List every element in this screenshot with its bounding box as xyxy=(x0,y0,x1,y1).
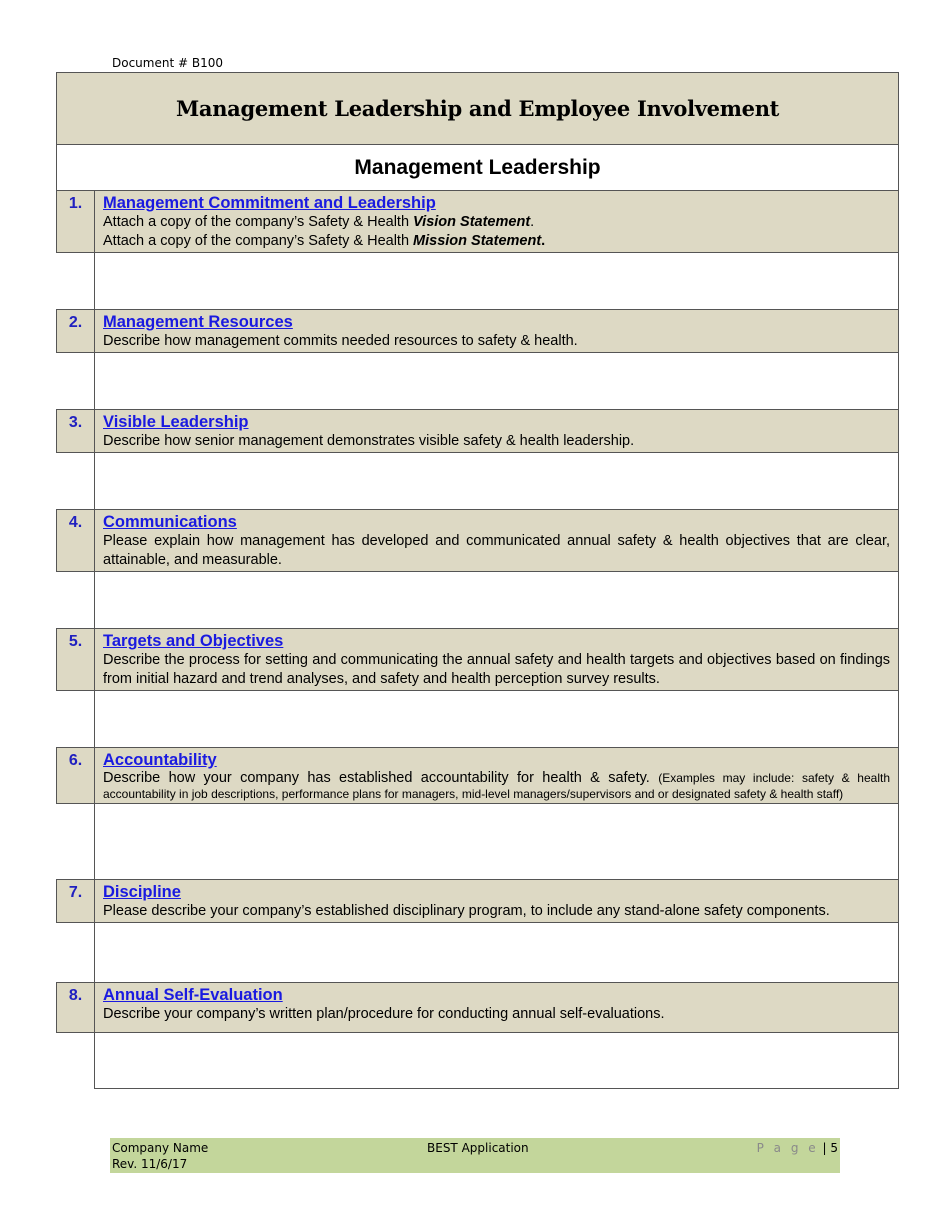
item-header xyxy=(95,880,899,923)
item-number: 7. xyxy=(57,880,95,923)
section-title: Management Leadership xyxy=(57,145,899,191)
item-heading-link[interactable]: Management Commitment and Leadership xyxy=(103,194,436,212)
page-label: P a g e xyxy=(756,1141,819,1155)
spacer xyxy=(57,1033,95,1089)
item-number: 8. xyxy=(57,983,95,1033)
item-description: Please describe your company’s established disciplinary program, to include any stand-alone safety components. xyxy=(103,903,830,919)
page-footer xyxy=(110,1138,840,1173)
item-heading-link[interactable]: Discipline xyxy=(103,883,181,901)
text: . xyxy=(530,214,535,230)
response-area[interactable] xyxy=(95,804,899,880)
item-description xyxy=(103,770,890,802)
page-separator: | xyxy=(822,1141,827,1155)
item-header xyxy=(95,191,899,253)
item-header xyxy=(95,510,899,572)
spacer xyxy=(57,691,95,748)
item-number: 2. xyxy=(57,310,95,353)
item-description-line xyxy=(103,232,890,251)
item-header xyxy=(95,410,899,453)
item-number: 5. xyxy=(57,629,95,691)
response-area[interactable] xyxy=(95,923,899,983)
response-area[interactable] xyxy=(95,253,899,310)
response-area[interactable] xyxy=(95,691,899,748)
page-number: 5 xyxy=(830,1141,838,1155)
item-heading-link[interactable]: Communications xyxy=(103,513,237,531)
item-description: Describe your company’s written plan/procedure for conducting annual self-evaluations. xyxy=(103,1006,665,1022)
text: Attach a copy of the company’s Safety & Health xyxy=(103,233,414,249)
item-description-line xyxy=(103,213,890,232)
text: Attach a copy of the company’s Safety & Health xyxy=(103,214,414,230)
item-description: Describe how senior management demonstrates visible safety & health leadership. xyxy=(103,433,635,449)
item-heading-link[interactable]: Accountability xyxy=(103,751,217,769)
spacer xyxy=(57,572,95,629)
spacer xyxy=(57,804,95,880)
spacer xyxy=(57,253,95,310)
item-header xyxy=(95,748,899,804)
item-header xyxy=(95,629,899,691)
item-description: Please explain how management has developed and communicated annual safety & health objectives that are clear, attainable, and measurable. xyxy=(103,533,891,568)
emphasis: Mission Statement xyxy=(413,233,542,249)
item-description: Describe how management commits needed resources to safety & health. xyxy=(103,333,578,349)
item-header xyxy=(95,310,899,353)
item-number: 3. xyxy=(57,410,95,453)
document-number: Document # B100 xyxy=(112,56,223,70)
item-header xyxy=(95,983,899,1033)
response-area[interactable] xyxy=(95,453,899,510)
response-area[interactable] xyxy=(95,1033,899,1089)
spacer xyxy=(57,923,95,983)
item-heading-link[interactable]: Targets and Objectives xyxy=(103,632,284,650)
item-heading-link[interactable]: Visible Leadership xyxy=(103,413,249,431)
response-area[interactable] xyxy=(95,353,899,410)
footer-company: Company Name xyxy=(112,1141,209,1155)
item-description: Describe the process for setting and communicating the annual safety and health targets and objectives based on findings from initial hazard and trend analyses, and safety and health perception survey results. xyxy=(103,652,891,687)
item-number: 4. xyxy=(57,510,95,572)
text: . xyxy=(541,233,546,249)
footer-application: BEST Application xyxy=(427,1141,529,1155)
item-heading-link[interactable]: Annual Self-Evaluation xyxy=(103,986,283,1004)
text: Describe how your company has established accountability for health & safety. xyxy=(103,770,650,786)
form-table xyxy=(56,72,899,1089)
response-area[interactable] xyxy=(95,572,899,629)
emphasis: Vision Statement xyxy=(413,214,531,230)
item-number: 1. xyxy=(57,191,95,253)
spacer xyxy=(57,453,95,510)
footer-revision: Rev. 11/6/17 xyxy=(112,1157,188,1171)
item-heading-link[interactable]: Management Resources xyxy=(103,313,293,331)
footer-page xyxy=(757,1141,838,1155)
spacer xyxy=(57,353,95,410)
item-number: 6. xyxy=(57,748,95,804)
item-note: (Examples may include: safety & health accountability in job descriptions, performance plans for managers, mid-level managers/supervisors and or designated safety & health staff) xyxy=(103,771,891,801)
page-title: Management Leadership and Employee Involvement xyxy=(57,73,899,145)
